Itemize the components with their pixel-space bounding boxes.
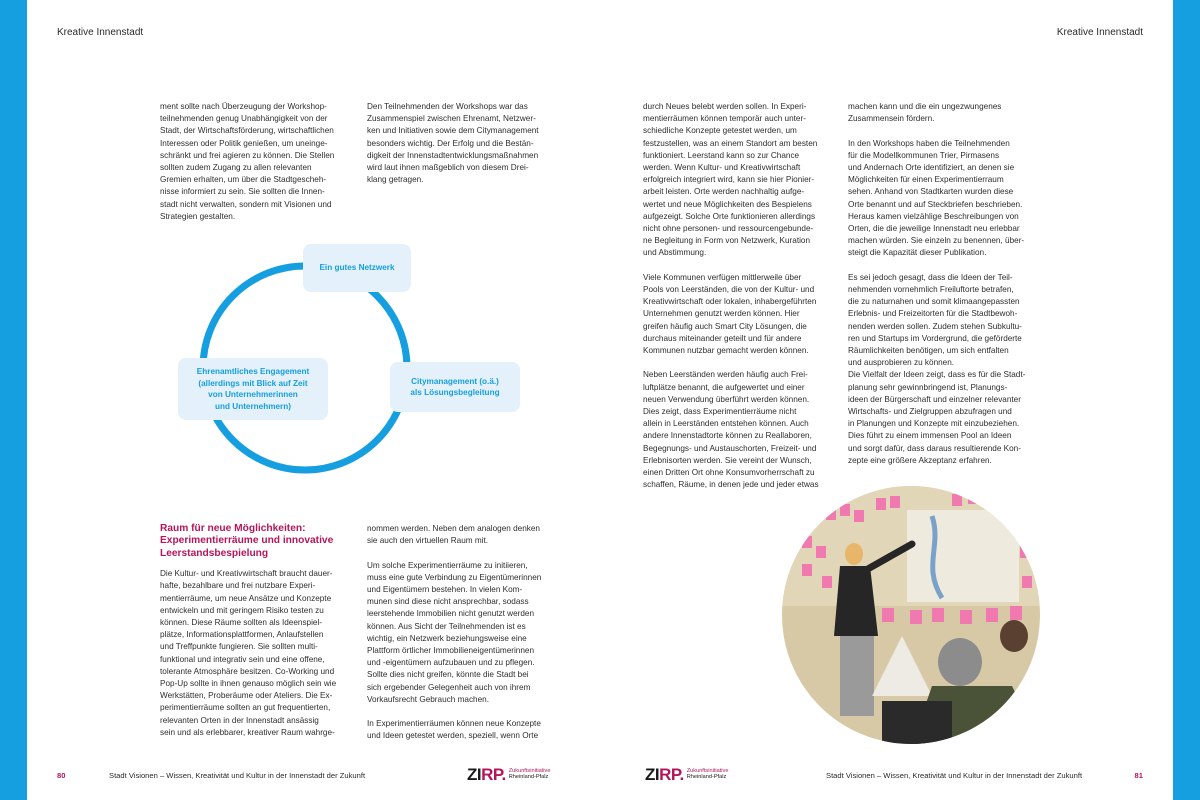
footer-title-left: Stadt Visionen – Wissen, Kreativität und Kultur in der Innenstadt der Zukunft [109,771,366,780]
left-col-4 [367,523,559,743]
paragraph: Es sei jedoch gesagt, dass die Ideen der Teil- nehmenden vornehmlich Freiluftorte betrafen, die zu naturnahen und somit klimaangepassten Erlebnis- und Freizeitorten für die Stadtbewoh- nenden werden sollen. Zudem stehen Subkultu- ren und Startups im Vordergrund, die geförderte Räumlichkeiten benötigen, um sich entfalten und ausprobieren zu können. Die Vielfalt der Ideen zeigt, dass es für die Stadt- planung sehr gewinnbringend ist, Planungs- ideen der Bürgerschaft und einzelner relevanter Wirtschafts- und Zielgruppen abzufragen und in Planungen und Konzepte mit einzubeziehen. Dies führt zu einem immensen Pool an Ideen und sorgt dafür, dass daraus resultierende Kon- zepte eine größere Akzeptanz erfahren. [848,272,1026,465]
node-volunteer-engagement: Ehrenamtliches Engagement (allerdings mit Blick auf Zeit von Unternehmerinnen und Unternehmern) [178,358,328,420]
paragraph: In den Workshops haben die Teilnehmenden für die Modellkommunen Trier, Pirmasens und Andernach Orte identifiziert, an denen sie Möglichkeiten für einen Experimentierraum sehen. Anhand von Stadtkarten wurden diese Orte benannt und auf Steckbriefen beschrieben. Heraus kamen vielzählige Beschreibungen von Orten, die die jeweilige Innenstadt neu erlebbar machen würden. Sie einzeln zu benennen, über- steigt die Kapazität dieser Publikation. [848,138,1025,258]
paragraph: Die Kultur- und Kreativwirtschaft braucht dauer- hafte, bezahlbare und frei nutzbare Experi- mentierräume, um neue Ansätze und Konzepte entwickeln und mit geringem Risiko testen zu können. Diese Räume sollten als Ideenspiel- plätze, Informationsplattformen, Anlaufstellen und Treffpunkte fungieren. Sie sollten multi- funktional und integrativ sein und eine offene, tolerante Atmosphäre besitzen. Co-Working und Pop-Up sollte in ihnen genauso möglich sein wie Werkstätten, Proberäume oder Ateliers. Die Ex- perimentierräume sollten an gut frequentierten, relevanten Orten in der Innenstadt ansässig sein und als erlebbarer, kreativer Raum wahrge- [160,569,337,737]
right-col-1 [643,101,835,491]
paragraph: Um solche Experimentierräume zu initiieren, muss eine gute Verbindung zu Eigentümerinnen und Eigentümern bestehen. In vielen Kom- munen sind diese nicht ansprechbar, sodass leerstehende Immobilien nicht genutzt werden können. Aus Sicht der Teilnehmenden ist es wichtig, ein Netzwerk beziehungsweise eine Plattform örtlicher Immobilieneigentümerinnen und -eigentümern aufzubauen und zu pflegen. Sollte dies nicht greifen, könnte die Stadt bei sich ergebender Gelegenheit auch von ihrem Vorkaufsrecht Gebrauch machen. [367,560,542,704]
running-head-right: Kreative Innenstadt [1056,27,1143,38]
logo-mark: ZIRP. [645,764,684,784]
page-number-left: 80 [57,771,66,780]
workshop-illustration [782,486,1040,744]
running-head-left: Kreative Innenstadt [57,27,144,38]
right-edge-bar [1173,0,1200,800]
footer-title-right: Stadt Visionen – Wissen, Kreativität und Kultur in der Innenstadt der Zukunft [826,771,1083,780]
paragraph: In Experimentierräumen können neue Konzepte und Ideen getestet werden, speziell, wenn Orte [367,719,541,741]
left-edge-bar [0,0,27,800]
paragraph: Viele Kommunen verfügen mittlerweile über Pools von Leerständen, die von der Kultur- und Kreativwirtschaft oder lokalen, inhabergeführten Unternehmen genutzt werden können. Hier greifen häufig auch Smart City Lösungen, die durchaus miteinander geteilt und für andere Kommunen nutzbar gemacht werden können. [643,272,817,356]
right-col-2 [848,101,1040,467]
node-city-management: Citymanagement (o.ä.) als Lösungsbegleitung [390,362,520,412]
paragraph: durch Neues belebt werden sollen. In Experi- mentierräumen können temporär auch unter- schiedliche Konzepte getestet werden, um festzustellen, was an einem Standort am besten funktioniert. Leerstand kann so zur Chance werden. Wenn Kultur- und Kreativwirtschaft erfolgreich integriert wird, kann sie hier Pionier- arbeit leisten. Orte werden nachhaltig aufge- wertet und neue Möglichkeiten des Bespielens aufgezeigt. Solche Orte funktionieren allerdings nicht ohne personen- und ressourcengebunde- ne Begleitung in Form von Netzwerk, Kuration und Abstimmung. [643,102,818,258]
page-number-right: 81 [1134,771,1143,780]
section-heading: Raum für neue Möglichkeiten: Experimentierräume und innovative Leerstandsbespielung [160,523,334,559]
logo-mark: ZIRP. [467,764,506,784]
left-col-1 [160,101,352,223]
left-col-3 [160,523,352,739]
node-network: Ein gutes Netzwerk [303,244,411,292]
zirp-logo-right [645,764,728,784]
workshop-photo [782,486,1040,744]
logo-text: Zukunftsinitiative Rheinland-Pfalz [508,767,551,780]
network-diagram [150,244,500,484]
paragraph: machen kann und die ein ungezwungenes Zusammensein fördern. [848,102,1002,124]
paragraph: nommen werden. Neben dem analogen denken sie auch den virtuellen Raum mit. [367,524,540,546]
zirp-logo-left [467,764,550,784]
logo-text: Zukunftsinitiative Rheinland-Pfalz [686,767,729,780]
paragraph: ment sollte nach Überzeugung der Workshop- teilnehmenden genug Unabhängigkeit von der Stadt, der Wirtschaftsförderung, wirtschaftlichen Interessen oder Politik genießen, um uneinge- schränkt und frei agieren zu können. Die Stellen sollten zudem Zugang zu allen relevanten Gremien erhalten, um über die Stadtgescheh- nisse informiert zu sein. Sie sollten die Innen- stadt nicht verwalten, sondern mit Visionen und Strategien gestalten. [160,102,335,221]
paragraph: Neben Leerständen werden häufig auch Frei- luftplätze benannt, die aufgewertet und einer neuen Verwendung überführt werden können. Dies zeigt, dass Experimentierräume nicht allein in Leerständen entstehen können. Auch andere Innenstadtorte können zu Reallaboren, Begegnungs- und Austauschorten, Freizeit- und Erlebnisorten werden. Sie vereint der Wunsch, einen Dritten Ort ohne Konsumvorherrschaft zu schaffen, Räume, in denen jede und jeder etwas [643,370,819,490]
left-col-2 [367,101,559,186]
paragraph: Den Teilnehmenden der Workshops war das Zusammenspiel zwischen Ehrenamt, Netzwer- ken und Initiativen sowie dem Citymanagement besonders wichtig. Der Erfolg und die Bestän- digkeit der Innenstadtentwicklungsmaßnahmen wird laut ihnen maßgeblich von diesem Drei- klang getragen. [367,102,539,185]
